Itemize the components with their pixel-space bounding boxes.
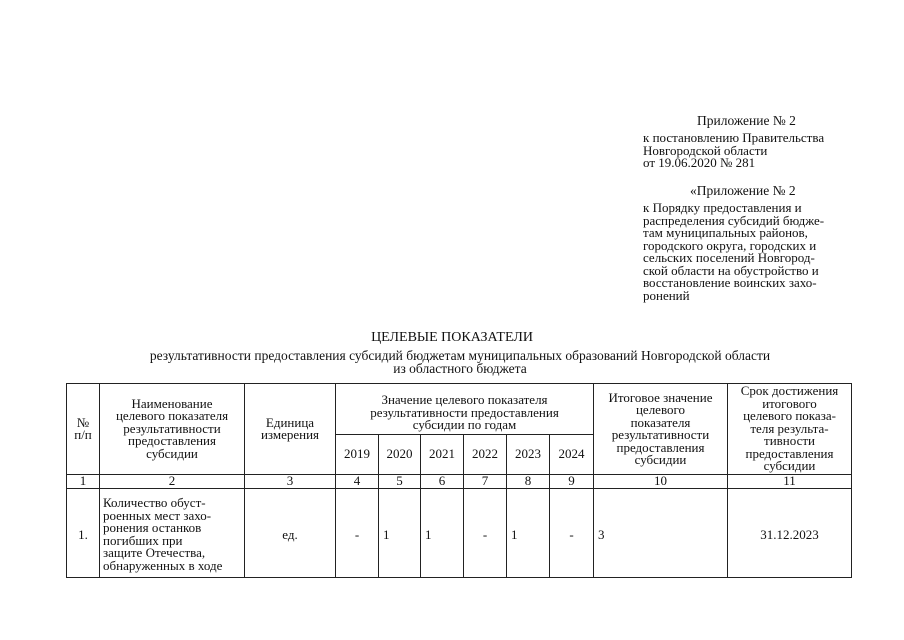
row-value-2021: 1 [421,488,464,577]
year-cell: 2021 [421,435,464,475]
appendix2-label: «Приложение № 2 [690,183,796,198]
year-cell: 2020 [379,435,421,475]
year-cell: 2019 [336,435,379,475]
header-values-by-year: Значение целевого показателя результативности предоставления субсидии по годам [336,384,594,435]
indicators-table [66,383,852,578]
column-number: 8 [507,475,550,489]
document-title: ЦЕЛЕВЫЕ ПОКАЗАТЕЛИ [371,330,533,345]
header-indicator-name: Наименование целевого показателя результативности предоставления субсидии [100,384,245,475]
column-number: 1 [67,475,100,489]
column-number: 5 [379,475,421,489]
row-deadline: 31.12.2023 [728,488,852,577]
row-indicator-name: Количество обуст- роенных мест захо- ронения останков погибших при защите Отечества, обнаруженных в ходе [100,488,245,577]
row-value-2024: - [550,488,594,577]
appendix-reference: к постановлению Правительства Новгородской области от 19.06.2020 № 281 [643,130,825,170]
header-unit: Единица измерения [245,384,336,475]
appendix2-reference: к Порядку предоставления и распределения субсидий бюдже- там муниципальных районов, городского округа, городских и сельских поселений Новгород- ской области на обустройство и восстановление воинских захо- ронений [643,200,825,303]
header-total-value: Итоговое значение целевого показателя результативности предоставления субсидии [594,384,728,475]
row-unit: ед. [245,488,336,577]
column-number: 3 [245,475,336,489]
column-number: 7 [464,475,507,489]
column-number: 2 [100,475,245,489]
column-numbers-row [67,475,852,489]
column-number: 10 [594,475,728,489]
header-row [67,384,852,435]
column-number: 6 [421,475,464,489]
appendix-label: Приложение № 2 [697,113,796,128]
subtitle-line-2: из областного бюджета [393,361,527,376]
header-deadline: Срок достижения итогового целевого показа- теля результа- тивности предоставления субсидии [728,384,852,475]
table-row [67,488,852,577]
row-number: 1. [67,488,100,577]
row-value-2020: 1 [379,488,421,577]
row-value-2023: 1 [507,488,550,577]
document-subtitle [60,349,860,375]
column-number: 11 [728,475,852,489]
column-number: 9 [550,475,594,489]
row-value-2022: - [464,488,507,577]
year-cell: 2023 [507,435,550,475]
column-number: 4 [336,475,379,489]
year-cell: 2022 [464,435,507,475]
header-number: № п/п [67,384,100,475]
subtitle-line-1: результативности предоставления субсидий бюджетам муниципальных образований Новгородской области [149,348,771,363]
year-cell: 2024 [550,435,594,475]
row-value-2019: - [336,488,379,577]
row-total-value: 3 [594,488,728,577]
